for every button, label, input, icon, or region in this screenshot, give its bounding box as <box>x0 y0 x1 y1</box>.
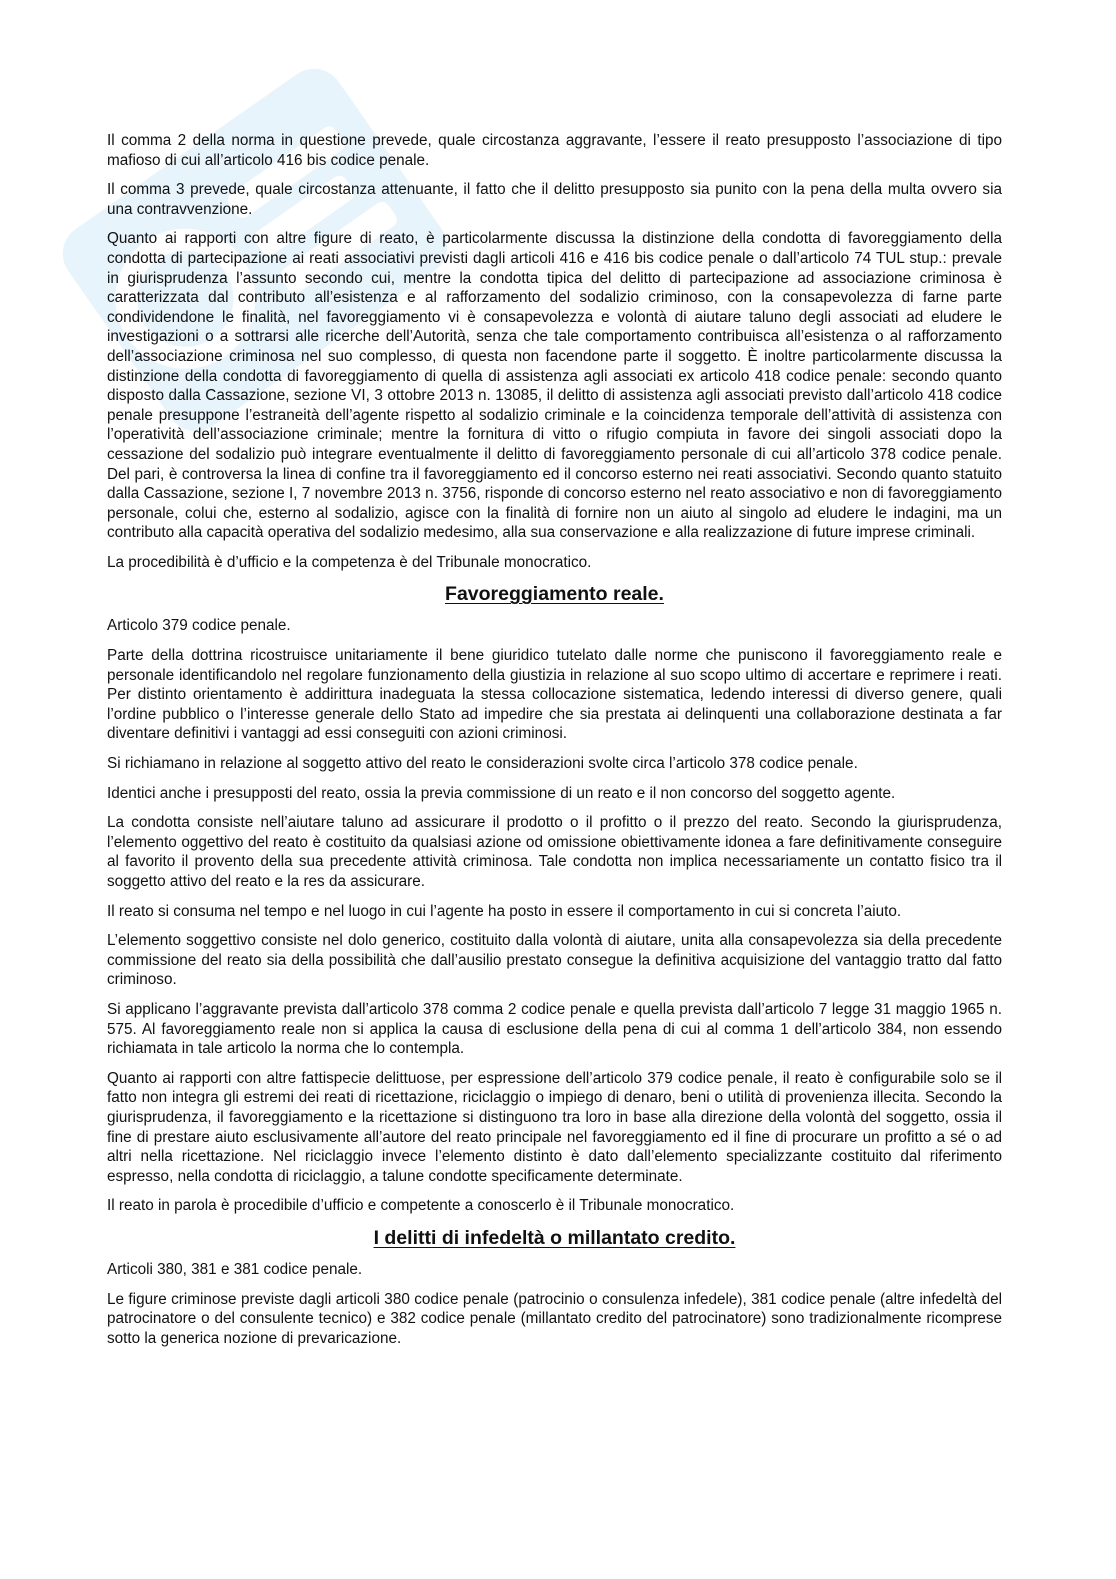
paragraph-elemento-soggettivo: L’elemento soggettivo consiste nel dolo generico, costituito dalla volontà di aiutare, unita alla consapevolezza sia della precedente commissione del reato sia della possibilità che dall’ausilio prestato consegue la definitiva acquisizione del vantaggio tratto dal fatto criminoso. <box>107 932 1002 989</box>
paragraph-procedibilita-reale: Il reato in parola è procedibile d’ufficio e competente a conoscerlo è il Tribunale monocratico. <box>107 1197 735 1215</box>
paragraph-rapporti-fattispecie: Quanto ai rapporti con altre fattispecie delittuose, per espressione dell’articolo 379 codice penale, il reato è configurabile solo se il fatto non integra gli estremi dei reati di ricettazione, riciclaggio o impiego di denaro, beni o utilità di provenienza illecita. Secondo la giurisprudenza, il favoreggiamento e la ricettazione si distinguono tra loro in base alla direzione della volontà del soggetto, ossia il fine di prestare aiuto esclusivamente all’autore del reato principale nel favoreggiamento ed il fine di procurare un profitto a sé o ad altri nella ricettazione. Nel riciclaggio invece l’elemento distinto è dato dall’elemento specializzante costituito dal riferimento espresso, nella condotta di riciclaggio, a talune condotte specificamente determinate. <box>107 1069 1002 1185</box>
paragraph-attenuante: Il comma 3 prevede, quale circostanza attenuante, il fatto che il delitto presupposto sia punito con la pena della multa ovvero sia una contravvenzione. <box>107 181 1002 218</box>
paragraph-articolo-379: Articolo 379 codice penale. <box>107 617 291 635</box>
paragraph-condotta: La condotta consiste nell’aiutare taluno ad assicurare il prodotto o il profitto o il prezzo del reato. Secondo la giurisprudenza, l’elemento oggettivo del reato è costituito da qualsiasi azione od omissione obiettivamente idonea a fare definitivamente conseguire al favorito il provento della sua precedente attività criminosa. Tale condotta non implica necessariamente un contatto fisico tra il soggetto attivo del reato e la res da assicurare. <box>107 814 1002 890</box>
section-heading-favoreggiamento-reale: Favoreggiamento reale. <box>445 583 664 606</box>
paragraph-aggravanti: Si applicano l’aggravante prevista dall’articolo 378 comma 2 codice penale e quella prevista dall’articolo 7 legge 31 maggio 1965 n. 575. Al favoreggiamento reale non si applica la causa di esclusione della pena di cui al comma 1 dell’articolo 384, non essendo richiamata in tale articolo la norma che lo contempla. <box>107 1000 1002 1058</box>
section-heading-infedelta: I delitti di infedeltà o millantato credito. <box>373 1226 736 1249</box>
paragraph-figure-criminose: Le figure criminose previste dagli articoli 380 codice penale (patrocinio o consulenza infedele), 381 codice penale (altre infedeltà del patrocinatore o del consulente tecnico) e 382 codice penale (millantato credito del patrocinatore) sono tradizionalmente ricomprese sotto la generica nozione di prevaricazione. <box>107 1290 1002 1347</box>
paragraph-procedibilita: La procedibilità è d’ufficio e la competenza è del Tribunale monocratico. <box>107 553 592 571</box>
paragraph-rapporti-reati: Quanto ai rapporti con altre figure di reato, è particolarmente discussa la distinzione della condotta di favoreggiamento della condotta di partecipazione ai reati associativi previsti dagli articoli 416 e 416 bis codice penale o dall’articolo 74 TUL stup.: prevale in giurisprudenza l’assunto secondo cui, mentre la condotta tipica del delitto di partecipazione ad associazione criminosa è caratterizzata dal contributo all’esistenza e al rafforzamento del sodalizio criminoso, con la consapevolezza di farne parte condividendone le finalità, nel favoreggiamento vi è consapevolezza e volontà di aiutare taluno degli associati ad eludere le investigazioni o a sottrarsi alle ricerche dell’Autorità, senza che tale comportamento contribuisca all’esistenza o al rafforzamento dell’associazione criminosa nel suo complesso, di questa non facendone parte il soggetto. È inoltre particolarmente discussa la distinzione della condotta di favoreggiamento di quella di assistenza agli associati ex articolo 418 codice penale: secondo quanto disposto dalla Cassazione, sezione VI, 3 ottobre 2013 n. 13085, il delitto di assistenza agli associati previsto dall’articolo 418 codice penale presuppone l’estraneità dell’agente rispetto al sodalizio criminale e la coincidenza temporale dell’attività di assistenza con l’operatività dell’associazione criminale; mentre la fornitura di vitto o rifugio compiuta in favore dei singoli associati dopo la cessazione del sodalizio può integrare eventualmente il delitto di favoreggiamento personale di cui all’articolo 378 codice penale. Del pari, è controversa la linea di confine tra il favoreggiamento ed il concorso esterno nei reati associativi. Secondo quanto statuito dalla Cassazione, sezione I, 7 novembre 2013 n. 3756, risponde di concorso esterno nel reato associativo e non di favoreggiamento personale, colui che, esterno al sodalizio, agisce con la finalità di fornire non un aiuto al singolo ad eludere le indagini, ma un contributo alla capacità operativa del sodalizio medesimo, alla sua conservazione e alla realizzazione di future imprese criminali. <box>107 230 1002 542</box>
document-page <box>107 131 1002 1358</box>
paragraph-soggetto-attivo: Si richiamano in relazione al soggetto attivo del reato le considerazioni svolte circa l’articolo 378 codice penale. <box>107 755 858 773</box>
paragraph-articoli-380-381: Articoli 380, 381 e 381 codice penale. <box>107 1260 363 1278</box>
paragraph-presupposti: Identici anche i presupposti del reato, ossia la previa commissione di un reato e il non concorso del soggetto agente. <box>107 784 896 802</box>
paragraph-consumazione: Il reato si consuma nel tempo e nel luogo in cui l’agente ha posto in essere il comportamento in cui si concreta l’aiuto. <box>107 902 902 920</box>
paragraph-bene-giuridico: Parte della dottrina ricostruisce unitariamente il bene giuridico tutelato dalle norme che puniscono il favoreggiamento reale e personale identificandolo nel regolare funzionamento della giustizia in relazione al suo scopo ultimo di accertare e reprimere i reati. Per distinto orientamento è addirittura inadeguata la stessa collocazione sistematica, ledendo interessi di diverso genere, quali l’ordine pubblico o l’interesse generale dello Stato ad impedire che sia prestata ai delinquenti una collaborazione destinata a far diventare definitivi i vantaggi ad essi conseguiti con azioni criminosi. <box>107 647 1002 743</box>
paragraph-aggravante: Il comma 2 della norma in questione prevede, quale circostanza aggravante, l’essere il reato presupposto l’associazione di tipo mafioso di cui all’articolo 416 bis codice penale. <box>107 132 1002 169</box>
